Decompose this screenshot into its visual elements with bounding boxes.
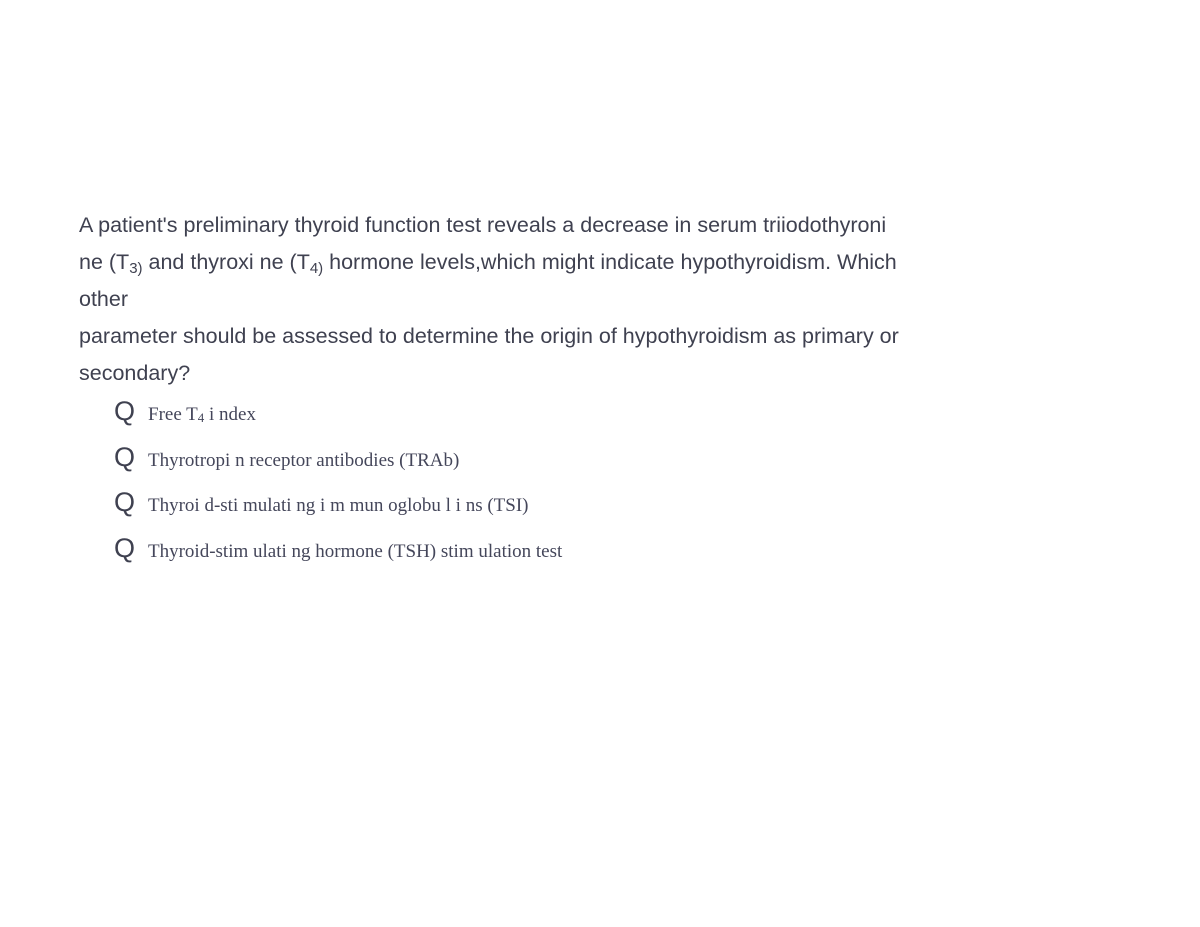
option-marker-icon[interactable]: Q xyxy=(114,396,136,426)
option-label: Thyroid-stim ulati ng hormone (TSH) stim ulation test xyxy=(148,540,563,562)
answer-option-free-t4-index[interactable] xyxy=(114,396,562,442)
question-line-2-part-c: hormone levels,which might indicate hypothyroidism. Which xyxy=(323,250,897,274)
option-label-part-a: Free T xyxy=(148,404,198,425)
question-line-2-part-b: and thyroxi ne (T xyxy=(142,250,310,274)
option-marker-icon[interactable]: Q xyxy=(114,487,136,517)
option-label: Thyrotropi n receptor antibodies (TRAb) xyxy=(148,449,460,471)
option-marker-icon[interactable]: Q xyxy=(114,441,136,472)
option-marker-icon[interactable]: Q xyxy=(114,532,136,563)
t4-subscript: 4) xyxy=(309,260,324,277)
option-label-subscript: 4 xyxy=(197,410,205,425)
option-label-part-b: i ndex xyxy=(204,404,256,425)
answer-option-tsi[interactable] xyxy=(114,487,562,533)
answer-option-trab[interactable] xyxy=(114,442,562,488)
question-line-3: other xyxy=(79,287,129,311)
question-line-5: secondary? xyxy=(79,361,191,385)
t3-subscript: 3) xyxy=(129,260,143,277)
question-line-4: parameter should be assessed to determine the origin of hypothyroidism as primary or xyxy=(79,324,899,348)
question-line-2 xyxy=(79,244,1079,281)
question-line-1: A patient's preliminary thyroid function test reveals a decrease in serum triiodothyroni xyxy=(79,213,887,237)
option-label xyxy=(148,404,256,426)
option-label: Thyroi d-sti mulati ng i m mun oglobu l i ns (TSI) xyxy=(148,495,529,516)
answer-options xyxy=(114,396,562,578)
question-text xyxy=(79,207,1079,392)
answer-option-tsh-stimulation[interactable] xyxy=(114,533,562,579)
question-line-2-part-a: ne (T xyxy=(79,250,130,274)
